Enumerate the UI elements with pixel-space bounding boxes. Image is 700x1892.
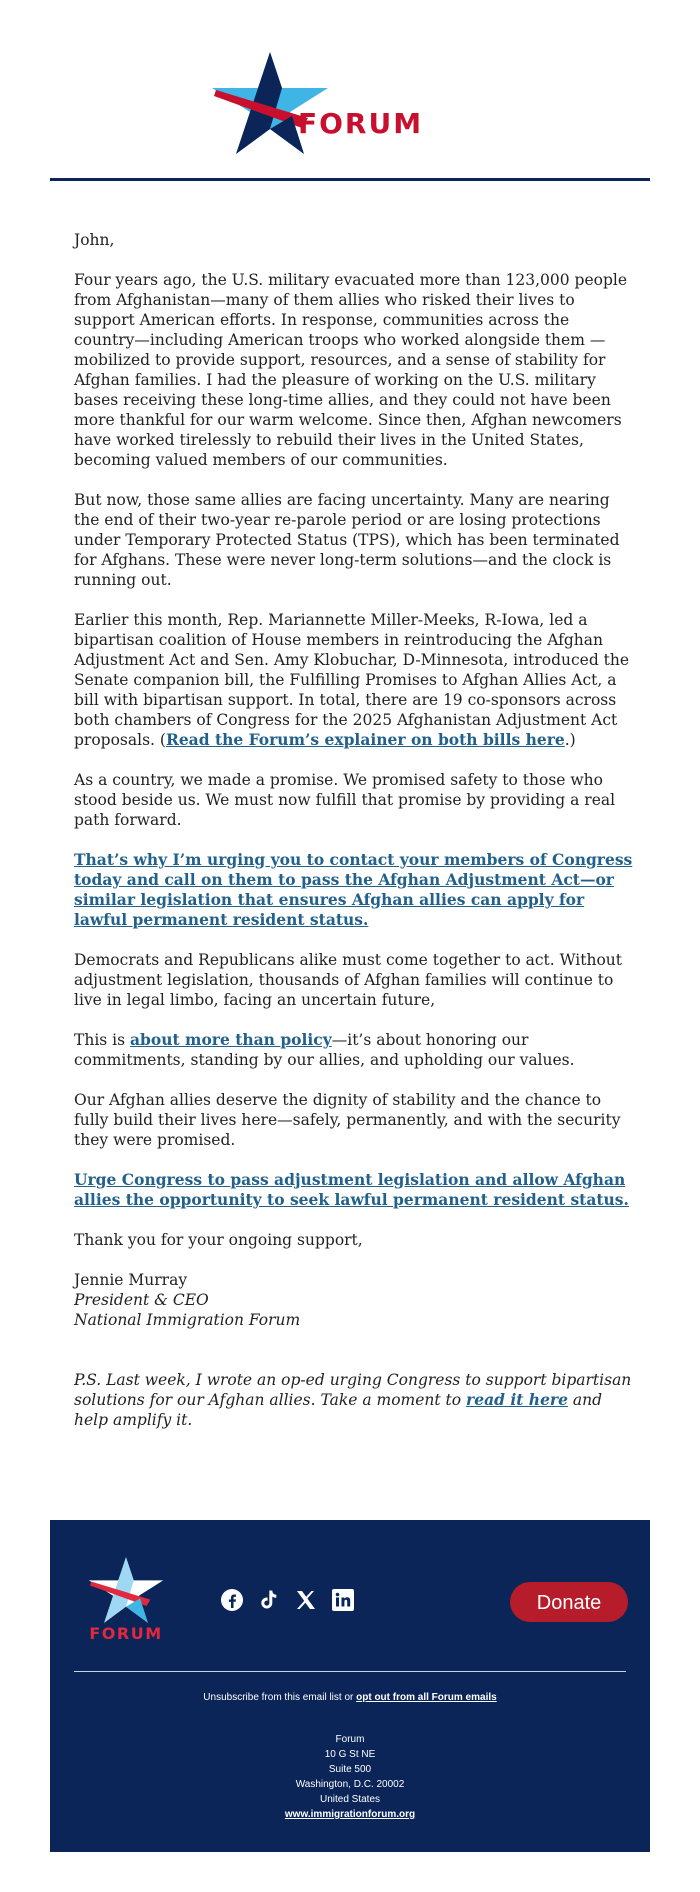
address-country: United States bbox=[319, 1794, 381, 1805]
cta-contact-congress[interactable] bbox=[74, 850, 634, 930]
unsubscribe-line bbox=[50, 1692, 650, 1703]
signature-org: National Immigration Forum bbox=[74, 1311, 301, 1329]
footer-divider bbox=[74, 1671, 626, 1672]
cta-urge-congress[interactable] bbox=[74, 1170, 634, 1210]
donate-button[interactable]: Donate bbox=[510, 1582, 628, 1622]
email-footer bbox=[50, 1520, 650, 1852]
paragraph-3-text: Earlier this month, Rep. Mariannette Miller-Meeks, R-Iowa, led a bipartisan coalition of House members in reintroducing the Afghan Adjustment Act and Sen. Amy Klobuchar, D-Minnesota, introduced the Senate companion bill, the Fulfilling Promises to Afghan Allies Act, a bill with bipartisan support. In total, there are 19 co-sponsors across both chambers of Congress for the 2025 Afghanistan Adjustment Act proposals. ( bbox=[74, 611, 630, 749]
star-logo-icon bbox=[210, 50, 330, 156]
paragraph-7: Our Afghan allies deserve the dignity of stability and the chance to fully build their lives here—safely, permanently, and with the security they were promised. bbox=[74, 1091, 621, 1149]
forum-logo[interactable] bbox=[210, 50, 440, 156]
paragraph-6-end: —it’s about honoring our commitments, standing by our allies, and upholding our values. bbox=[74, 1031, 575, 1069]
footer-logo[interactable] bbox=[84, 1556, 168, 1646]
unsubscribe-text: Unsubscribe from this email list or bbox=[203, 1692, 357, 1703]
paragraph-1: Four years ago, the U.S. military evacuated more than 123,000 people from Afghanistan—many of them allies who risked their lives to support American efforts. In response, communities across the country—including American troops who worked alongside them — mobilized to provide support, resources, and a sense of stability for Afghan families. I had the pleasure of working on the U.S. military bases receiving these long-time allies, and they could not have been more thankful for our warm welcome. Since then, Afghan newcomers have worked tirelessly to rebuild their lives in the United States, becoming valued members of our communities. bbox=[74, 271, 628, 469]
email-header bbox=[0, 0, 700, 180]
postscript-text: P.S. Last week, I wrote an op-ed urging Congress to support bipartisan solutions for our Afghan allies. Take a moment to bbox=[74, 1371, 632, 1409]
paragraph-4: As a country, we made a promise. We promised safety to those who stood beside us. We must now fulfill that promise by providing a real path forward. bbox=[74, 771, 616, 829]
postscript-end: and help amplify it. bbox=[74, 1391, 603, 1429]
logo-wordmark: FORUM bbox=[298, 107, 424, 140]
linkedin-icon[interactable] bbox=[331, 1588, 355, 1612]
op-ed-link[interactable]: read it here bbox=[466, 1390, 568, 1409]
paragraph-3 bbox=[74, 610, 634, 750]
website-link[interactable]: www.immigrationforum.org bbox=[284, 1809, 416, 1820]
cta-urge-congress-link[interactable]: Urge Congress to pass adjustment legislation and allow Afghan allies the opportunity to seek lawful permanent resident status. bbox=[74, 1170, 629, 1209]
postscript bbox=[74, 1370, 634, 1430]
x-icon[interactable] bbox=[294, 1588, 318, 1612]
footer-logo-wordmark: FORUM bbox=[89, 1624, 163, 1643]
facebook-icon[interactable] bbox=[220, 1588, 244, 1612]
signature-title: President & CEO bbox=[74, 1291, 209, 1309]
footer-address bbox=[50, 1732, 650, 1822]
paragraph-6 bbox=[74, 1030, 634, 1070]
paragraph-2: But now, those same allies are facing uncertainty. Many are nearing the end of their two-year re-parole period or are losing protections under Temporary Protected Status (TPS), which has been terminated for Afghans. These were never long-term solutions—and the clock is running out. bbox=[74, 491, 620, 589]
paragraph-5: Democrats and Republicans alike must come together to act. Without adjustment legislation, thousands of Afghan families will continue to live in legal limbo, facing an uncertain future, bbox=[74, 951, 623, 1009]
footer-star-logo-icon bbox=[84, 1556, 168, 1624]
paragraph-3-end: .) bbox=[564, 731, 576, 749]
opt-out-link[interactable]: opt out from all Forum emails bbox=[356, 1692, 497, 1703]
closing: Thank you for your ongoing support, bbox=[74, 1231, 363, 1249]
social-links bbox=[220, 1588, 363, 1616]
tiktok-icon[interactable] bbox=[257, 1588, 281, 1612]
signature bbox=[74, 1270, 634, 1330]
greeting: John, bbox=[74, 231, 115, 249]
address-street: 10 G St NE bbox=[324, 1749, 376, 1760]
cta-contact-congress-link[interactable]: That’s why I’m urging you to contact your members of Congress today and call on them to pass the Afghan Adjustment Act—or similar legislation that ensures Afghan allies can apply for lawful permanent resident status. bbox=[74, 850, 633, 929]
address-org: Forum bbox=[335, 1734, 365, 1745]
letter-body bbox=[74, 230, 634, 1450]
paragraph-6-start: This is bbox=[74, 1031, 130, 1049]
address-city: Washington, D.C. 20002 bbox=[295, 1779, 405, 1790]
more-than-policy-link[interactable]: about more than policy bbox=[130, 1030, 332, 1049]
address-suite: Suite 500 bbox=[328, 1764, 372, 1775]
explainer-link[interactable]: Read the Forum’s explainer on both bills here bbox=[165, 730, 565, 749]
signature-name: Jennie Murray bbox=[74, 1271, 188, 1289]
header-divider bbox=[50, 178, 650, 181]
